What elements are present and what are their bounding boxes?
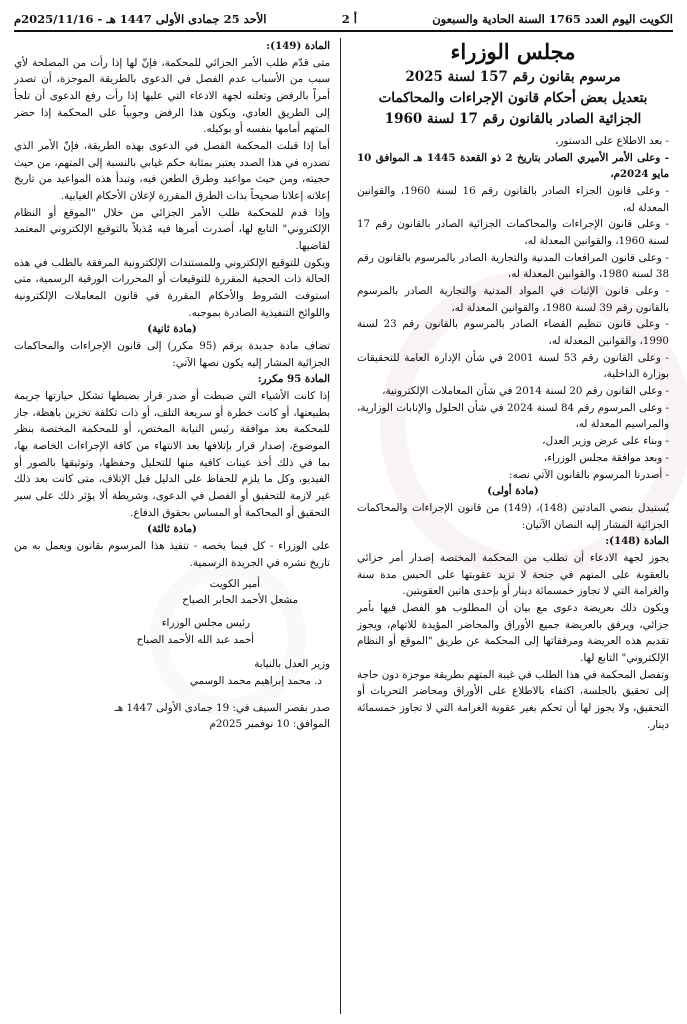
council-heading: مجلس الوزراء <box>450 39 576 64</box>
article-149-paragraph: وإذا قدم للمحكمة طلب الأمر الجزائي من خلال "الموقع أو النظام الإلكتروني" التابع لها، أصدرت أمرها فيه مُذيلاً بالتوقيع الإلكتروني المعتمد لقاضيها. <box>14 206 330 253</box>
signature-title: رئيس مجلس الوزراء <box>161 616 250 629</box>
article-149-paragraph: متى قدّم طلب الأمر الجزائي للمحكمة، فإنّ لها إذا رأت من المصلحة لأي سبب من الأسباب عدم الفصل في الدعوى بالطريقة الموجزة، أن تصدر أمراً بالرفض وتعلنه لجهة الادعاء التي عليها إذا رأت رفع الدعوى أن تلجأ إلى الطريق العادي، ويكون هذا الرفض وجوبياً على المحكمة إذا حضر المتهم أمامها بنفسه أو بوكيله. <box>14 56 330 136</box>
signature-name: أحمد عبد الله الأحمد الصباح <box>136 633 254 646</box>
decree-title-line: مرسوم بقانون رقم 157 لسنة 2025 <box>405 69 621 86</box>
article-95-bis-heading: المادة 95 مكرر: <box>257 373 330 386</box>
article-149-paragraph: ويكون للتوقيع الإلكتروني وللمستندات الإلكترونية المرفقة بالطلب في هذه الحالة ذات الحجية المقررة للتوقيعات أو المحررات الورقية الرسمية، متى استوفت الشروط والأحكام المقررة في قانون المعاملات الإلكترونية واللوائح التنفيذية الصادرة بموجبه. <box>14 256 330 319</box>
preamble-item: - وعلى قانون الإثبات في المواد المدنية والتجارية الصادر بالمرسوم بالقانون رقم 39 لسنة 1980، والقوانين المعدلة له، <box>357 285 669 314</box>
article-2-intro: تضاف مادة جديدة برقم (95 مكرر) إلى قانون الإجراءات والمحاكمات الجزائية المشار إليه يكون نصها الآتي: <box>14 340 330 369</box>
article-1-intro: يُستبدل بنصي المادتين (148)، (149) من قانون الإجراءات والمحاكمات الجزائية المشار إليه النصان الآتيان: <box>357 501 669 531</box>
article-1-heading: (مادة أولى) <box>487 485 539 498</box>
preamble-item: - وعلى القانون رقم 20 لسنة 2014 في شأن المعاملات الإلكترونية، <box>382 385 669 398</box>
signature-block <box>14 576 330 690</box>
preamble <box>357 133 669 483</box>
article-148-heading: المادة (148): <box>605 535 669 548</box>
left-column <box>14 38 330 1016</box>
preamble-item: - وعلى قانون المرافعات المدنية والتجارية الصادر بالمرسوم بالقانون رقم 38 لسنة 1980، والقوانين المعدلة له، <box>357 251 669 281</box>
article-148-paragraph: وتفصل المحكمة في هذا الطلب في غيبة المتهم بطريقة موجزة دون حاجة إلى تحقيق بالجلسة، اكتفاء بالاطلاع على الأوراق ومحاضر التحريات أو التحقيق، ولا يجوز لها أن تحكم بغير عقوبة الغرامة التي لا تجاوز خمسمائة دينار. <box>357 668 669 731</box>
article-149-paragraph: أما إذا قبلت المحكمة الفصل في الدعوى بهذه الطريقة، فإنّ الأمر الذي تصدره في هذا الصدد يعتبر بمثابة حكم غيابي بالنسبة إلى المتهم، من حيث حجيته، ومن حيث مواعيد وطرق الطعن فيه، وتبدأ هذه المواعيد من تاريخ إعلانه إعلانا صحيحاً بذات الطرق المقررة لإعلان الأحكام الغيابية. <box>14 140 330 203</box>
header-date: الأحد 25 جمادى الأولى 1447 هـ - 2025/11/16م <box>14 12 267 26</box>
article-149-heading: المادة (149): <box>266 40 330 52</box>
preamble-item: - وعلى قانون تنظيم القضاء الصادر بالمرسوم بالقانون رقم 23 لسنة 1990، والقوانين المعدلة له، <box>357 318 669 348</box>
preamble-item: - وبناء على عرض وزير العدل، <box>542 435 669 448</box>
decree-title <box>357 67 669 130</box>
signature-title: أمير الكويت <box>209 577 260 590</box>
preamble-item: - وعلى القانون رقم 53 لسنة 2001 في شأن الإدارة العامة للتحقيقات بوزارة الداخلية، <box>357 351 669 381</box>
signature-title: وزير العدل بالنيابة <box>254 658 330 671</box>
article-2-heading: (مادة ثانية) <box>147 323 197 336</box>
article-3-heading: (مادة ثالثة) <box>147 523 197 536</box>
article-148-paragraph: ويكون ذلك بعريضة دعوى مع بيان أن المطلوب هو الفصل فيها بأمر جزائي، ويرفق بالعريضة جميع الأوراق والمحاضر المؤيدة للاتهام، ويجوز تقديم هذه العريضة ومرفقاتها إلى المحكمة عن طريق "الموقع أو النظام الإلكتروني" التابع لها. <box>357 601 669 664</box>
preamble-item: - وبعد موافقة مجلس الوزراء، <box>543 451 669 464</box>
decree-title-line: الجزائية الصادر بالقانون رقم 17 لسنة 1960 <box>384 111 642 128</box>
preamble-item: - وعلى قانون الجزاء الصادر بالقانون رقم 16 لسنة 1960، والقوانين المعدلة له، <box>357 185 669 214</box>
preamble-item: - وعلى الأمر الأميري الصادر بتاريخ 2 ذو القعدة 1445 هـ الموافق 10 مايو 2024م، <box>357 151 669 181</box>
decree-title-line: بتعديل بعض أحكام قانون الإجراءات والمحاكمات <box>378 90 648 107</box>
right-column <box>357 38 669 1016</box>
article-148-paragraph: يجوز لجهة الادعاء أن تطلب من المحكمة المختصة إصدار أمر جزائي بالعقوبة على المتهم في جنحة لا تزيد عقوبتها على الحبس مدة سنة والغرامة التي لا تجاوز خمسمائة دينار أو بإحدى هاتين العقوبتين. <box>357 551 669 598</box>
article-3-text: على الوزراء - كل فيما يخصه - تنفيذ هذا المرسوم بقانون ويعمل به من تاريخ نشره في الجريدة الرسمية. <box>14 540 330 569</box>
header-masthead: الكويت اليوم العدد 1765 السنة الحادية والسبعون <box>432 12 673 26</box>
column-divider <box>340 38 341 1014</box>
issue-place-date: صدر بقصر السيف في: 19 جمادى الأولى 1447 هـ <box>114 701 330 714</box>
preamble-item: - وعلى قانون الإجراءات والمحاكمات الجزائية الصادر بالقانون رقم 17 لسنة 1960، والقوانين المعدلة له، <box>357 218 669 248</box>
preamble-item: - بعد الاطلاع على الدستور، <box>555 135 669 148</box>
preamble-item: - أصدرنا المرسوم بالقانون الآتي نصه: <box>509 468 669 481</box>
signature-name: مشعل الأحمد الجابر الصباح <box>182 594 298 607</box>
page-header <box>14 8 673 32</box>
signature-name: د. محمد إبراهيم محمد الوسمي <box>189 674 322 687</box>
article-95-bis-text: إذا كانت الأشياء التي ضبطت أو صدر قرار بضبطها تشكل حيازتها جريمة بطبيعتها، أو كانت خطرة أو سريعة التلف، أو ذات تكلفة تخزين باهظة، جاز للمحكمة بعد موافقة رئيس النيابة المختص، أو للمحكمة المختصة بنظر الموضوع، إصدار قرار بإتلافها بعد الانتهاء من كافة الإجراءات الخاصة بها، بما في ذلك أخذ عينات كافية منها للتحليل وحفظها، وتوثيقها بالصور أو الفيديو، وكل ما يلزم للحفاظ على الدليل قبل الإتلاف، متى كانت بعد ذلك غير لازمة للتحقيق أو الفصل في الدعوى، وشريطة ألا يؤثر ذلك على سير التحقيق أو المحاكمة أو المساس بحقوق الدفاع. <box>14 390 330 519</box>
header-page-number: أ 2 <box>341 12 357 26</box>
issue-gregorian-date: الموافق: 10 نوفمبر 2025م <box>209 718 330 731</box>
preamble-item: - وعلى المرسوم رقم 84 لسنة 2024 في شأن الحلول والإنابات الوزارية، والمراسيم المعدلة له، <box>357 401 669 431</box>
